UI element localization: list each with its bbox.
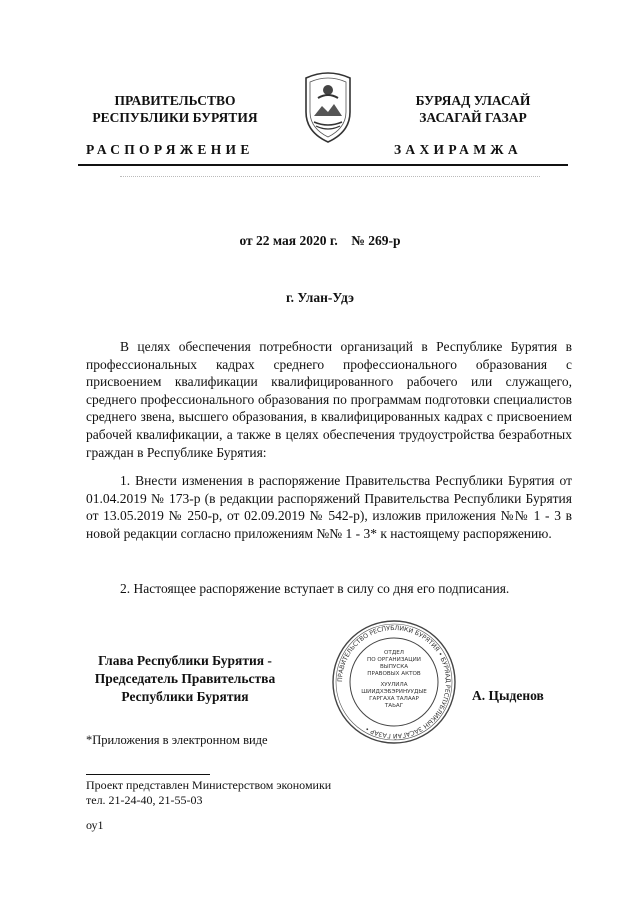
seal-line2: ПО ОРГАНИЗАЦИИ [367,657,421,663]
attachments-footnote: *Приложения в электронном виде [86,733,268,747]
preamble-paragraph: В целях обеспечения потребности организаций в Республике Бурятия в профессиональных кадрах среднего профессионального образования с присвоением квалификации квалифицированного рабочего или служащего, среднего профессионального образования по программам подготовки специалистов среднего звена, высшего образования, в квалифицированных кадрах с присвоением рабочей квалификации, а также в целях обеспечения трудоустройства безработных граждан в Республике Бурятия: [86,339,572,460]
item-2-paragraph: 2. Настоящее распоряжение вступает в силу со дня его подписания. [120,581,510,596]
footer-divider [86,774,210,775]
seal-line3: ВЫПУСКА [379,664,409,670]
date-number: от 22 мая 2020 г. № 269-р [239,233,401,248]
item-1-paragraph: 1. Внести изменения в распоряжение Правительства Республики Бурятия от 01.04.2019 № 173-р (в редакции распоряжений Правительства Республики Бурятия от 13.05.2019 № 250-р, от 02.09.2019 № 542-р), изложив приложения №№ 1 - 3 в новой редакции согласно приложениям №№ 1 - 3* к настоящему распоряжению. [86,473,572,541]
city: г. Улан-Удэ [286,290,354,305]
seal-line5: ХУУЛИЛА [380,682,408,688]
header-left [70,92,280,126]
header-right [368,92,578,126]
signatory-title-line1: Глава Республики Бурятия - [98,653,272,668]
seal-line6: ШИИДХЭБЭРИНУУДЫЕ [361,689,427,695]
doc-type-left: РАСПОРЯЖЕНИЕ [86,142,254,157]
seal-line4: ПРАВОВЫХ АКТОВ [367,671,421,677]
doc-type-right: ЗАХИРАМЖА [394,142,522,157]
header-right-line1: БУРЯАД УЛАСАЙ [415,93,531,108]
coat-of-arms-emblem [300,68,356,144]
seal-ring-text: ПРАВИТЕЛЬСТВО РЕСПУБЛИКИ БУРЯТИЯ • БУРЯАД РЕСПУБЛИКЫН ЗАСАГАЙ ГАЗАР • [336,624,452,740]
seal-line8: ТАЬАГ [384,703,404,709]
header-left-line1: ПРАВИТЕЛЬСТВО [114,93,236,108]
footer-block [86,778,331,833]
official-seal-stamp [330,618,458,746]
signatory-title [70,652,300,706]
footer-line2: тел. 21-24-40, 21-55-03 [86,793,203,807]
header-left-line2: РЕСПУБЛИКИ БУРЯТИЯ [92,110,258,125]
dotted-divider [120,176,540,177]
signatory-name: А. Цыденов [472,688,544,703]
seal-line1: ОТДЕЛ [384,650,404,656]
footer-code: оу1 [86,818,104,832]
seal-line7: ГАРГАХА ТАЛААР [369,696,419,702]
header-right-line2: ЗАСАГАЙ ГАЗАР [419,110,527,125]
header-divider [78,164,568,166]
footer-line1: Проект представлен Министерством экономики [86,778,332,792]
signatory-title-line2: Председатель Правительства [94,671,276,686]
signatory-title-line3: Республики Бурятия [121,689,249,704]
